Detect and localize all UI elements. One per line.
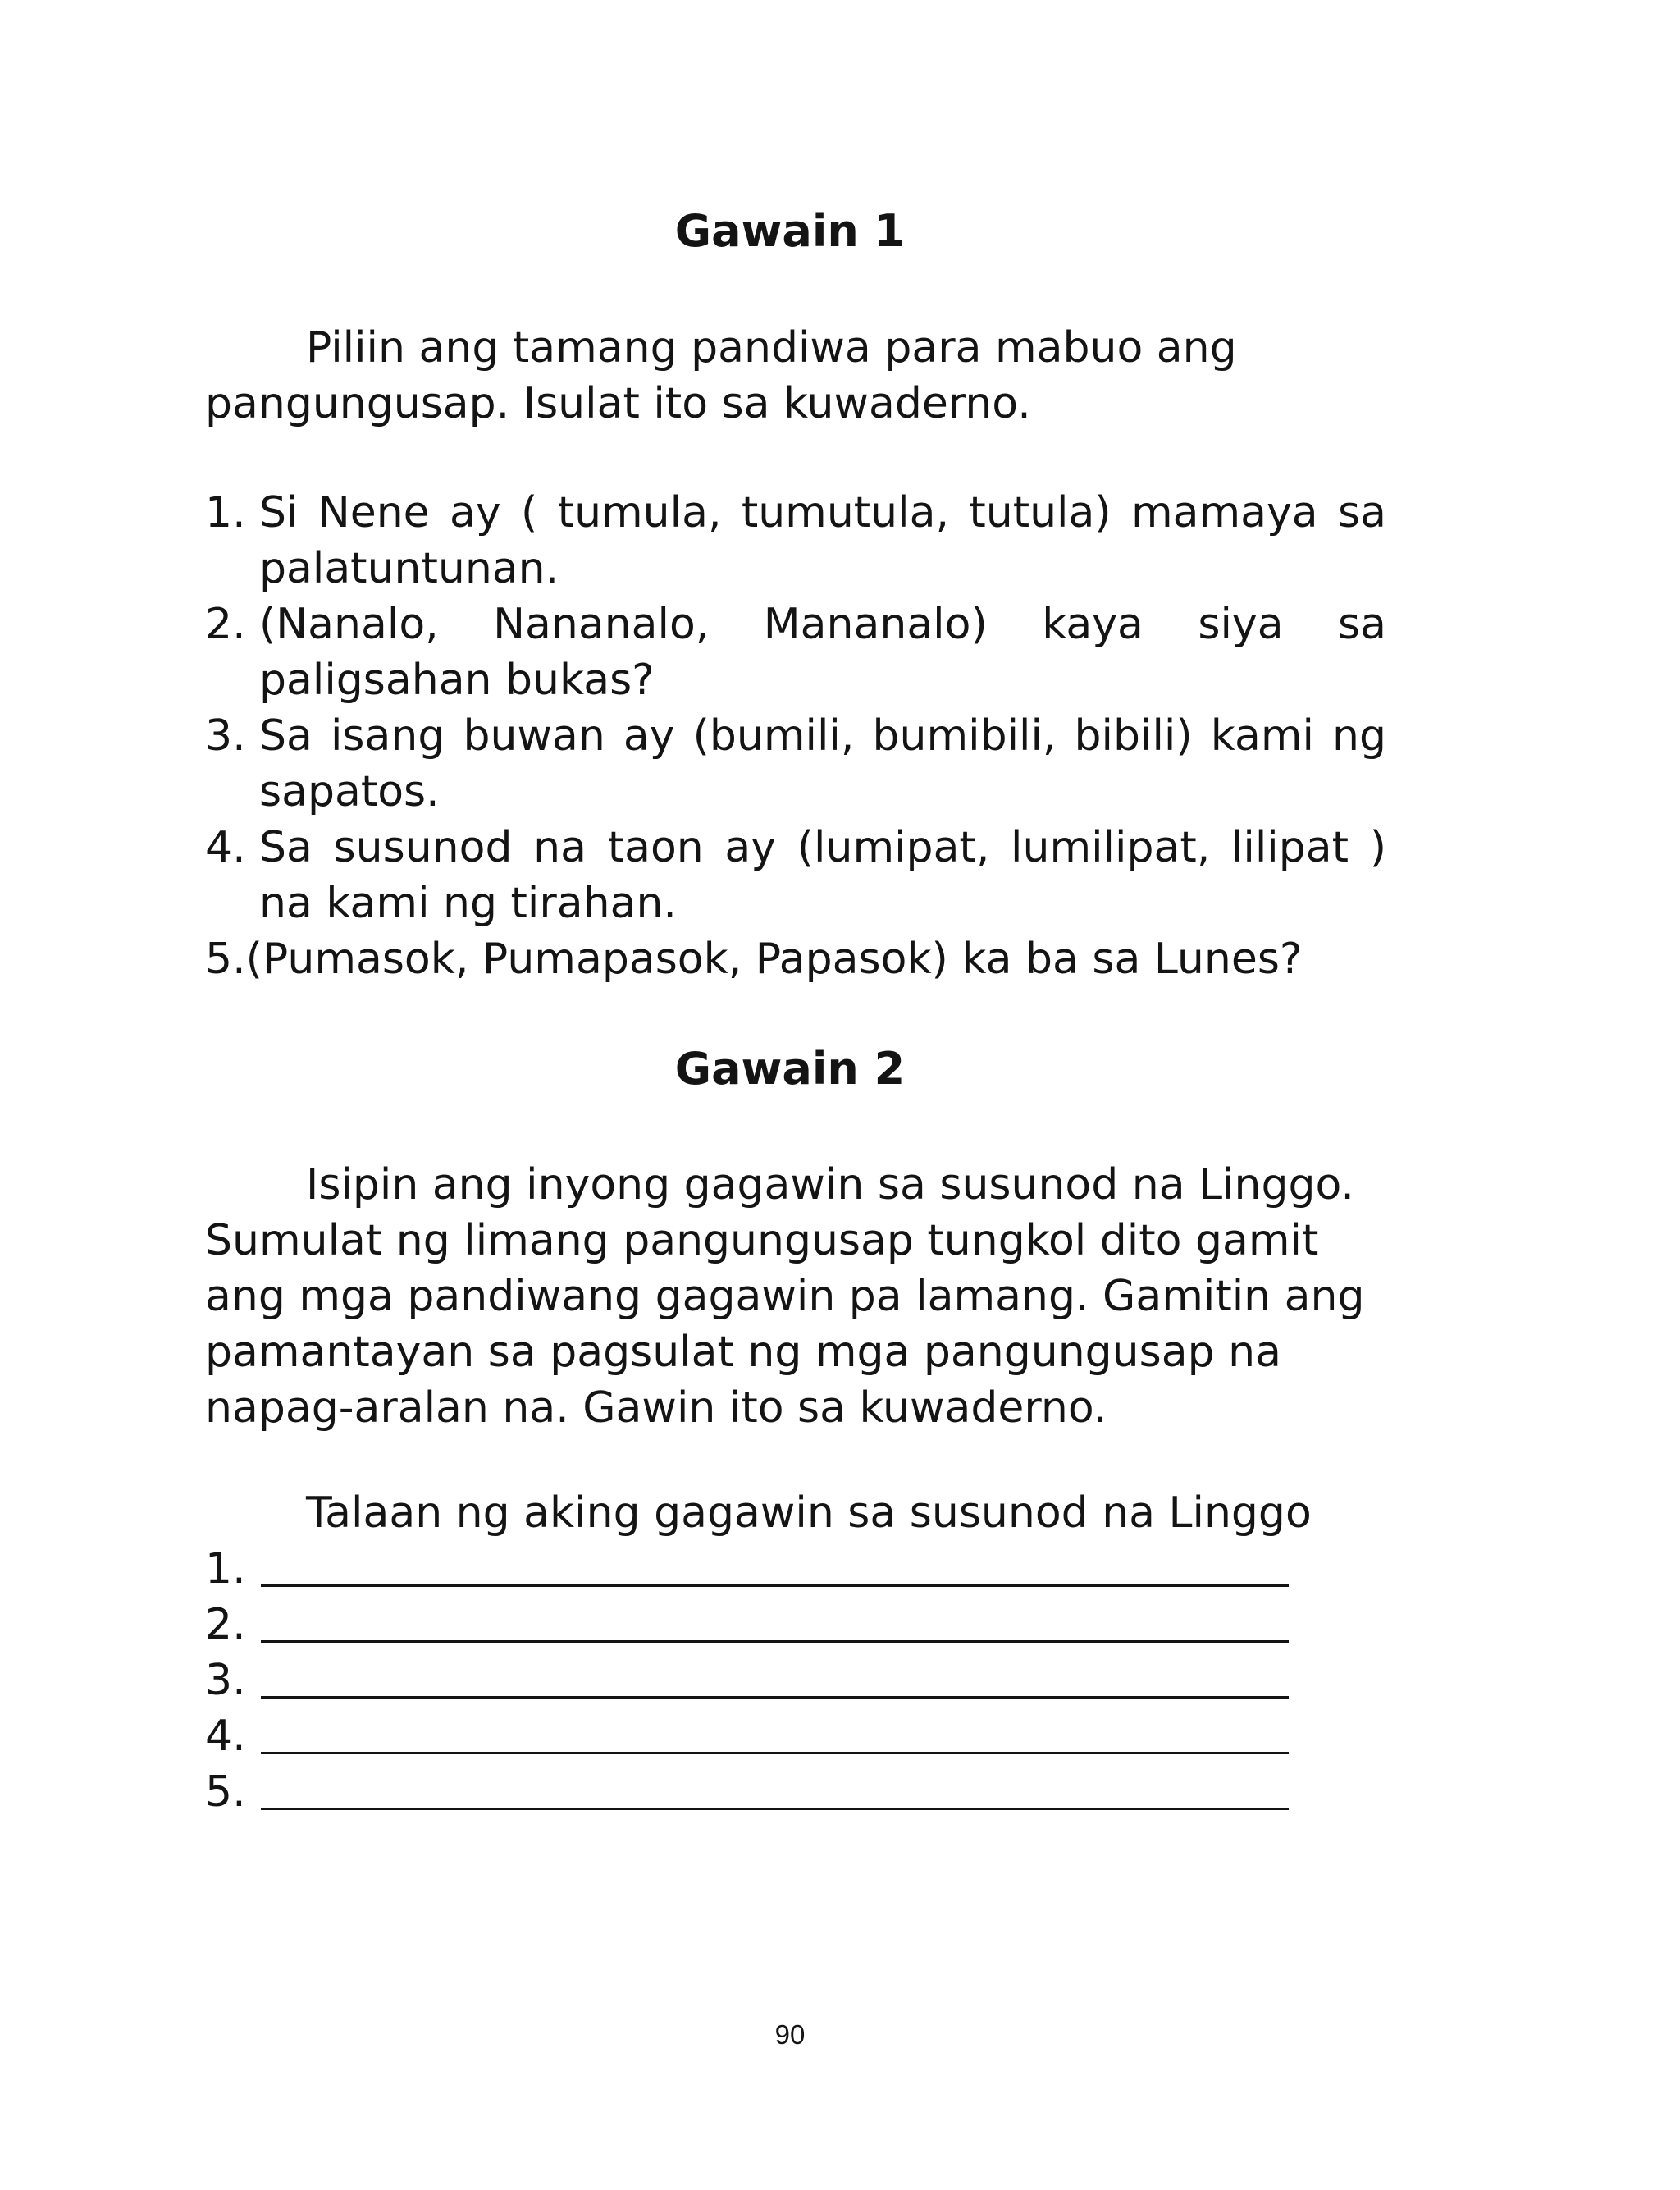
gawain-2-instruction: Isipin ang inyong gagawin sa susunod na Linggo. Sumulat ng limang pangungusap tungkol dito gamit ang mga pandiwang gagawin pa lamang. Gamitin ang pamantayan sa pagsulat ng mga pangungusap na napag-aralan na. Gawin ito sa kuwaderno.	[205, 1160, 1365, 1433]
blank-number: 4.	[205, 1712, 246, 1761]
answer-blank-row	[205, 1653, 1289, 1708]
blank-number: 5.	[205, 1767, 246, 1817]
question-text: Sa isang buwan ay (bumili, bumibili, bibili) kami ng sapatos.	[259, 711, 1386, 816]
answer-line	[261, 1584, 1289, 1587]
gawain-1-title: Gawain 1	[674, 205, 906, 257]
question-text: Si Nene ay ( tumula, tumutula, tutula) mamaya sa palatuntunan.	[259, 488, 1386, 593]
question-item	[205, 931, 1386, 987]
question-number: 5.	[205, 935, 246, 984]
question-item	[205, 708, 1386, 820]
blank-number: 3.	[205, 1656, 246, 1705]
question-item	[205, 597, 1386, 708]
question-text: (Pumasok, Pumapasok, Papasok) ka ba sa Lunes?	[245, 935, 1303, 984]
answer-blank-row	[205, 1764, 1289, 1820]
talaan-title: Talaan ng aking gagawin sa susunod na Linggo	[306, 1488, 1312, 1538]
question-number: 2.	[205, 600, 246, 649]
question-text: Sa susunod na taon ay (lumipat, lumilipat, lilipat ) na kami ng tirahan.	[259, 823, 1386, 928]
gawain-2-title: Gawain 2	[674, 1043, 906, 1095]
answer-blank-row	[205, 1541, 1289, 1597]
question-item	[205, 485, 1386, 597]
question-number: 4.	[205, 823, 246, 872]
answer-line	[261, 1752, 1289, 1754]
answer-line	[261, 1640, 1289, 1643]
question-item	[205, 820, 1386, 931]
gawain-1-instruction: Piliin ang tamang pandiwa para mabuo ang pangungusap. Isulat ito sa kuwaderno.	[205, 323, 1237, 428]
question-number: 3.	[205, 711, 246, 761]
question-text: (Nanalo, Nananalo, Mananalo) kaya siya sa paligsahan bukas?	[259, 600, 1386, 705]
answer-line	[261, 1808, 1289, 1810]
answer-blank-list	[205, 1541, 1289, 1820]
page-number: 90	[774, 2019, 806, 2050]
blank-number: 2.	[205, 1600, 246, 1649]
gawain-1-question-list	[205, 485, 1386, 987]
blank-number: 1.	[205, 1544, 246, 1593]
answer-blank-row	[205, 1597, 1289, 1653]
answer-blank-row	[205, 1708, 1289, 1764]
answer-line	[261, 1696, 1289, 1699]
question-number: 1.	[205, 488, 246, 537]
